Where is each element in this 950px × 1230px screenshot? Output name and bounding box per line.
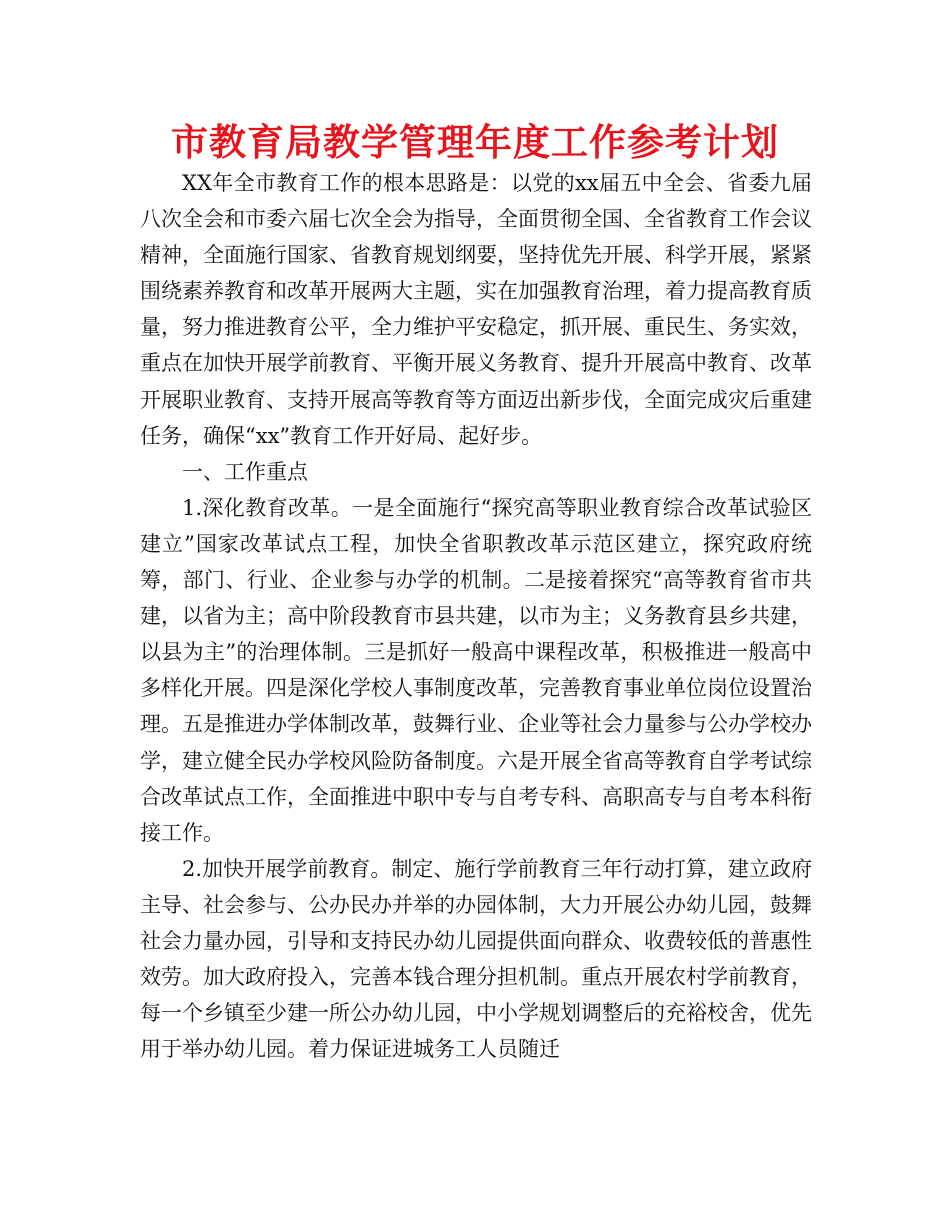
document-title: 市教育局教学管理年度工作参考计划 bbox=[171, 121, 779, 164]
paragraph-intro: XX年全市教育工作的根本思路是：以党的xx届五中全会、省委九届八次全会和市委六届七次全会为指导，全面贯彻全国、全省教育工作会议精神，全面施行国家、省教育规划纲要，坚持优先开展、科学开展，紧紧围绕素养教育和改革开展两大主题，实在加强教育治理，着力提高教育质量，努力推进教育公平，全力维护平安稳定，抓开展、重民生、务实效，重点在加快开展学前教育、平衡开展义务教育、提升开展高中教育、改革开展职业教育、支持开展高等教育等方面迈出新步伐，全面完成灾后重建任务，确保“xx”教育工作开好局、起好步。 bbox=[140, 171, 812, 448]
paragraph-item-2: 2.加快开展学前教育。制定、施行学前教育三年行动打算，建立政府主导、社会参与、公办民办并举的办园体制，大力开展公办幼儿园，鼓舞社会力量办园，引导和支持民办幼儿园提供面向群众、收费较低的普惠性效劳。加大政府投入，完善本钱合理分担机制。重点开展农村学前教育，每一个乡镇至少建一所公办幼儿园，中小学规划调整后的充裕校舍，优先用于举办幼儿园。着力保证进城务工人员随迁 bbox=[140, 856, 812, 1062]
paragraph-item-1: 1.深化教育改革。一是全面施行“探究高等职业教育综合改革试验区建立”国家改革试点工程，加快全省职教改革示范区建立，探究政府统筹，部门、行业、企业参与办学的机制。二是接着探究“高等教育省市共建，以省为主；高中阶段教育市县共建，以市为主；义务教育县乡共建，以县为主”的治理体制。三是抓好一般高中课程改革，积极推进一般高中多样化开展。四是深化学校人事制度改革，完善教育事业单位岗位设置治理。五是推进办学体制改革，鼓舞行业、企业等社会力量参与公办学校办学，建立健全民办学校风险防备制度。六是开展全省高等教育自学考试综合改革试点工作，全面推进中职中专与自考专科、高职高专与自考本科衔接工作。 bbox=[140, 495, 812, 845]
section-heading-work-focus: 一、工作重点 bbox=[182, 459, 308, 484]
document-body bbox=[140, 165, 812, 1067]
